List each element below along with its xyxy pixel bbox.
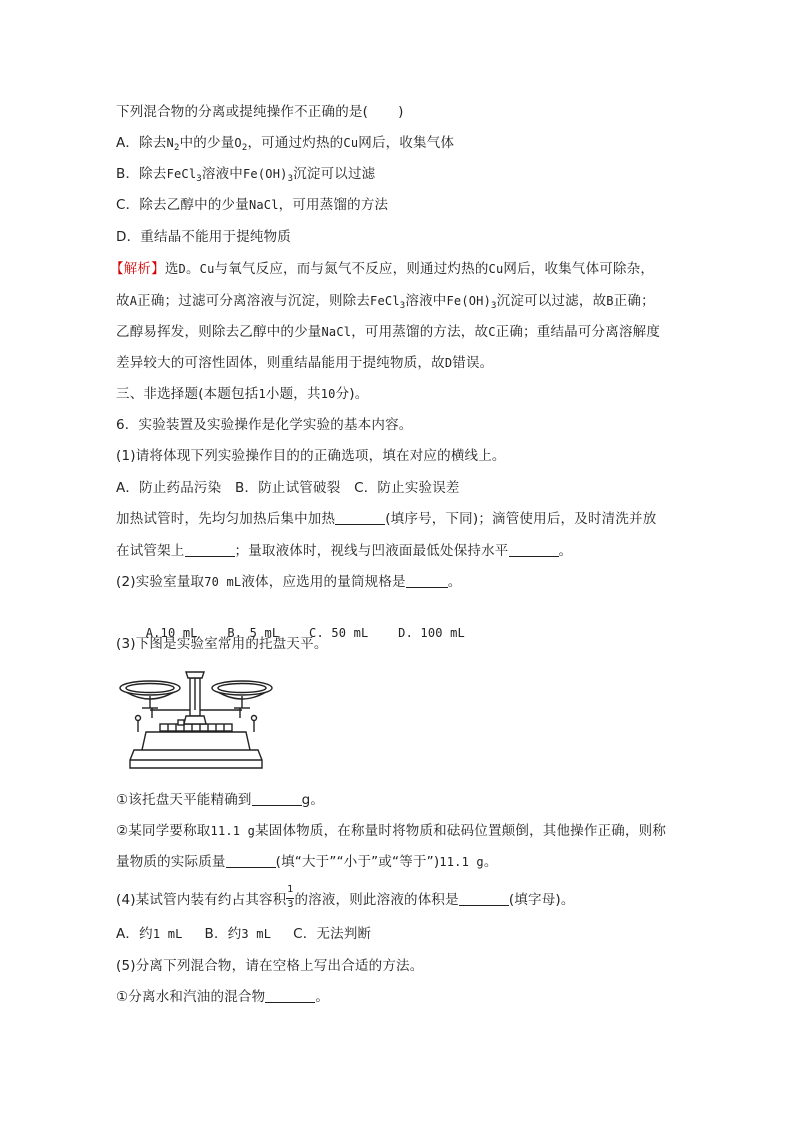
answer-blank[interactable] [406, 573, 448, 588]
formula-nacl: NaCl [248, 198, 279, 212]
question-stem-end: ) [398, 104, 404, 120]
q6-part-2-options [116, 603, 465, 663]
analysis-text: D [444, 356, 453, 370]
subscript: 3 [287, 174, 294, 184]
q6-part-3-item-1 [116, 790, 324, 810]
analysis-text: 乙醇易挥发，则除去乙醇中的少量 [116, 324, 322, 340]
analysis-text: 差异较大的可溶性固体，则重结晶能用于提纯物质，故 [116, 355, 445, 371]
q6-part-1-line-1 [116, 509, 656, 529]
analysis-line-3 [116, 322, 660, 342]
q6-option: C．无法判断 [293, 926, 372, 942]
q6-text: g。 [301, 792, 325, 808]
q6-part-4 [116, 884, 575, 910]
q6-text: ；量取液体时，视线与凹液面最低处保持水平 [234, 543, 509, 559]
q6-part-3-item-3 [116, 852, 498, 872]
formula-nacl: NaCl [321, 325, 352, 339]
q6-text: 在试管架上 [116, 543, 185, 559]
q6-option: B．约 [204, 926, 242, 942]
q6-text: 液体，应选用的量筒规格是 [241, 574, 406, 590]
option-b-mid: 溶液中 [201, 166, 243, 182]
analysis-text: 选 [164, 261, 179, 277]
option-a [116, 133, 454, 158]
q6-part-2 [116, 572, 461, 592]
analysis-line-4 [116, 353, 493, 373]
answer-blank[interactable] [459, 891, 509, 906]
q6-part-1-options [116, 478, 460, 498]
option-a-end: 网后，收集气体 [358, 135, 455, 151]
formula-feoh3: Fe(OH) [243, 167, 288, 181]
fraction-numerator: 1 [287, 884, 294, 895]
balance-figure-svg [116, 664, 276, 776]
question-6-title-text: 6．实验装置及实验操作是化学实验的基本内容。 [116, 417, 413, 433]
analysis-text: 正确；重结晶可分离溶解度 [495, 324, 661, 340]
q6-text: 的溶液，则此溶液的体积是 [294, 892, 459, 908]
subscript: 3 [399, 301, 406, 311]
q6-text: ②某同学要称取 [116, 823, 211, 839]
analysis-text: ，可用蒸馏的方法，故 [351, 324, 489, 340]
section-heading-number: 10 [320, 387, 336, 401]
balance-scale-icon [116, 664, 276, 776]
section-heading-number: 1 [258, 387, 266, 401]
question-stem-text: 下列混合物的分离或提纯操作不正确的是( [116, 104, 369, 120]
q6-number: 70 mL [204, 575, 242, 589]
option-a-mid: 中的少量 [179, 135, 235, 151]
section-heading-text: 分)。 [335, 386, 369, 402]
fraction-denominator: 3 [287, 899, 294, 910]
option-b [116, 164, 375, 189]
option-c-prefix: C．除去乙醇中的少量 [116, 197, 249, 213]
formula-cu: Cu [343, 136, 359, 150]
formula-fecl3: FeCl [166, 167, 197, 181]
q6-text: (4)某试管内装有约占其容积 [116, 892, 287, 908]
q6-text: (2)实验室量取 [116, 574, 205, 590]
analysis-text: 溶液中 [405, 293, 447, 309]
analysis-text: 。 [185, 261, 200, 277]
q6-text: 。 [315, 989, 330, 1005]
q6-text: ①该托盘天平能精确到 [116, 792, 252, 808]
q6-option: A．约 [116, 926, 153, 942]
q6-text: (填序号，下同)；滴管使用后，及时清洗并放 [385, 511, 657, 527]
q6-text: (填“大于”“小于”或“等于”) [275, 854, 440, 870]
q6-part-1-line-2 [116, 541, 572, 561]
q6-part-1-options-text: A．防止药品污染 B．防止试管破裂 C．防止实验误差 [116, 480, 460, 496]
q6-number: 11.1 g [210, 824, 256, 838]
fraction-one-third [286, 884, 294, 910]
analysis-text: C [488, 325, 496, 339]
q6-number: 3 mL [241, 927, 272, 941]
analysis-text: D [178, 262, 186, 276]
option-c [116, 195, 388, 215]
q6-number: 1 mL [152, 927, 183, 941]
answer-blank[interactable] [252, 791, 302, 806]
answer-blank[interactable] [185, 542, 235, 557]
q6-text: 。 [558, 543, 573, 559]
option-d-text: D．重结晶不能用于提纯物质 [116, 229, 291, 245]
analysis-line-2 [116, 291, 655, 316]
option-a-prefix: A．除去 [116, 135, 167, 151]
analysis-line-1 [110, 259, 654, 279]
answer-blank[interactable] [509, 542, 559, 557]
q6-part-4-options [116, 924, 371, 944]
formula-o2: O [234, 136, 242, 150]
section-heading [116, 384, 368, 404]
option-b-prefix: B．除去 [116, 166, 167, 182]
q6-part-3 [116, 634, 328, 654]
subscript: 2 [241, 143, 248, 153]
q6-part-3-text: (3)下图是实验室常用的托盘天平。 [116, 636, 328, 652]
subscript: 3 [491, 301, 497, 311]
formula-n2: N [166, 136, 174, 150]
formula-cu: Cu [488, 262, 504, 276]
q6-text: 。 [447, 574, 462, 590]
q6-text: 量物质的实际质量 [116, 854, 226, 870]
analysis-tag: 【解析】 [110, 261, 165, 277]
question-stem [116, 102, 404, 122]
option-a-suffix: ，可通过灼热的 [247, 135, 344, 151]
option-c-end: ，可用蒸馏的方法 [278, 197, 389, 213]
q6-number: 11.1 g [439, 855, 484, 869]
analysis-text: 与氧气反应，而与氮气不反应，则通过灼热的 [214, 261, 489, 277]
q6-part-5-text: (5)分离下列混合物，请在空格上写出合适的方法。 [116, 958, 424, 974]
subscript: 3 [196, 174, 202, 184]
q6-text: 某固体物质，在称量时将物质和砝码位置颠倒，其他操作正确，则称 [255, 823, 667, 839]
analysis-text: 正确； [613, 293, 655, 309]
answer-blank[interactable] [265, 988, 315, 1003]
formula-feoh3: Fe(OH) [446, 294, 492, 308]
q6-text: 。 [483, 854, 498, 870]
analysis-text: 错误。 [452, 355, 494, 371]
q6-part-1 [116, 446, 506, 466]
section-heading-text: 三、非选择题(本题包括 [116, 386, 259, 402]
answer-blank[interactable] [226, 853, 276, 868]
analysis-text: A [129, 294, 138, 308]
analysis-text: 正确；过滤可分离溶液与沉淀，则除去 [137, 293, 371, 309]
formula-fecl3: FeCl [370, 294, 400, 308]
subscript: 2 [173, 143, 180, 153]
question-6-title [116, 415, 413, 435]
answer-blank[interactable] [335, 510, 385, 525]
q6-text: ①分离水和汽油的混合物 [116, 989, 266, 1005]
option-d [116, 227, 291, 247]
q6-text: (填字母)。 [508, 892, 575, 908]
analysis-text: B [606, 294, 614, 308]
section-heading-text: 小题，共 [265, 386, 321, 402]
analysis-text: 网后，收集气体可除杂， [503, 261, 655, 277]
analysis-text: 沉淀可以过滤，故 [496, 293, 607, 309]
formula-cu: Cu [199, 262, 215, 276]
q6-text: 加热试管时，先均匀加热后集中加热 [116, 511, 336, 527]
q6-part-5-item-1 [116, 987, 329, 1007]
q6-part-3-item-2 [116, 821, 666, 841]
option-b-end: 沉淀可以过滤 [293, 166, 376, 182]
q6-part-5 [116, 956, 423, 976]
q6-part-1-text: (1)请将体现下列实验操作目的的正确选项，填在对应的横线上。 [116, 448, 506, 464]
analysis-text: 故 [116, 293, 130, 309]
q6-part-2-options-text: A.10 mL B. 5 mL C. 50 mL D. 100 mL [145, 626, 465, 640]
